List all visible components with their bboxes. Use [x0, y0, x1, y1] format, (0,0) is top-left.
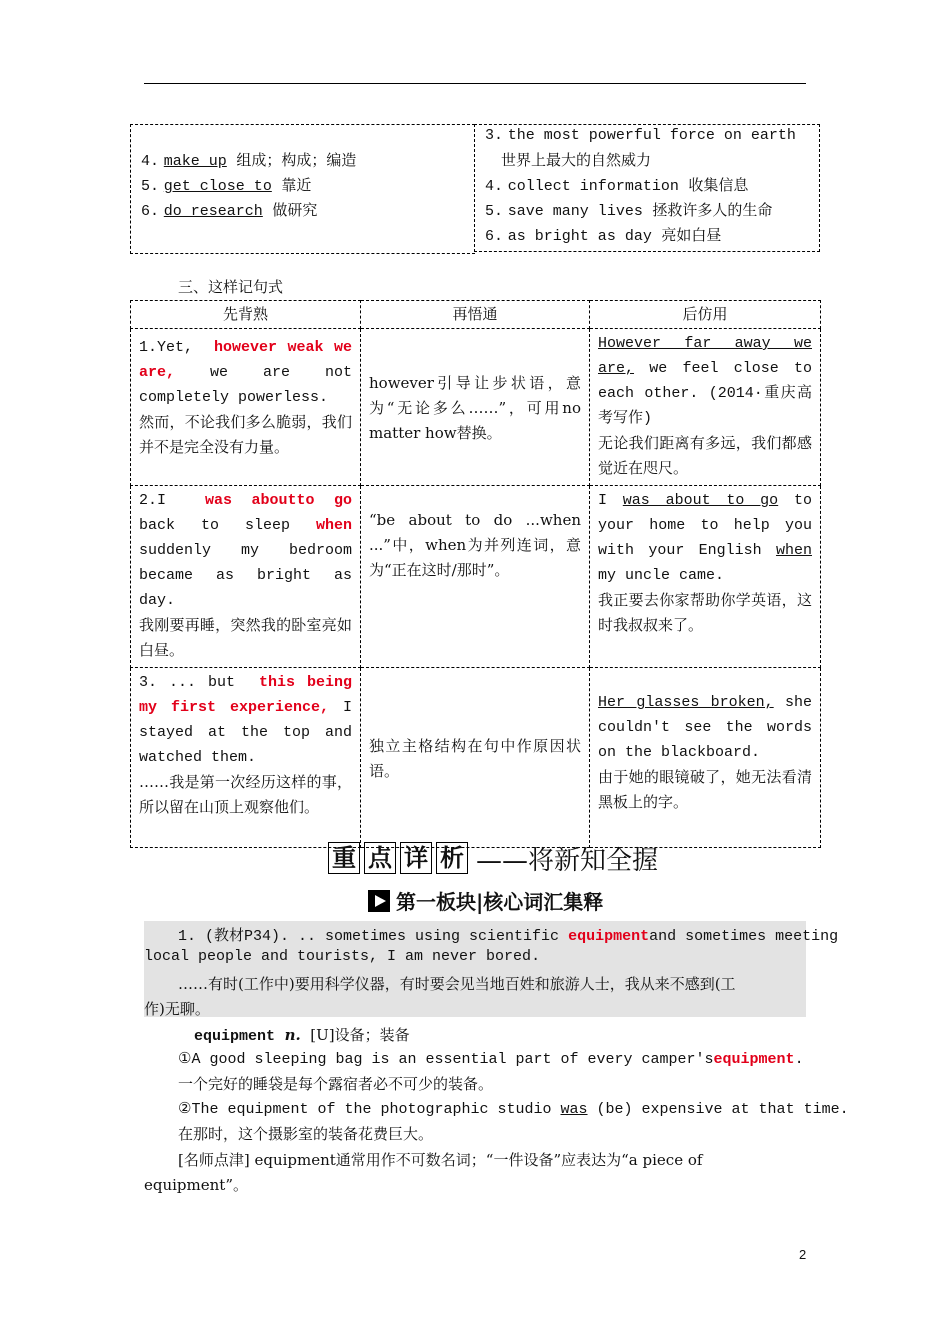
sentence-part: 2.I: [139, 492, 167, 509]
sentence-zh: ……我是第一次经历这样的事，所以留在山顶上观察他们。: [139, 773, 352, 816]
sentence-en: [598, 331, 812, 431]
sub-title: [368, 886, 603, 915]
table-cell: [361, 668, 590, 848]
sentence-part: 3. ... but: [139, 674, 235, 691]
example-2-zh: 在那时，这个摄影室的装备花费巨大。: [178, 1125, 434, 1143]
phrase-en: the most powerful force on earth: [507, 127, 796, 144]
sentence-zh: 我刚要再睡，突然我的卧室亮如白昼。: [139, 616, 352, 659]
boxed-char: 点: [364, 842, 396, 874]
sentence-zh: 由于她的眼镜破了，她无法看清黑板上的字。: [598, 768, 812, 811]
sentence-table: [130, 300, 821, 848]
phrase-item: [141, 174, 311, 195]
text-part: 1. (教材P34). .. sometimes using scientific: [178, 928, 569, 945]
sentence-underline: However far away we are,: [598, 335, 812, 377]
sentence-part: my uncle came.: [598, 567, 725, 584]
phrase-item: [485, 125, 796, 144]
boxed-char: 详: [400, 842, 432, 874]
phrase-num: 4.: [141, 153, 160, 170]
table-header: 先背熟: [131, 301, 361, 329]
source-zh-line-2: 作)无聊。: [144, 1000, 210, 1018]
sentence-en: [139, 670, 352, 770]
page-number: 2: [799, 1247, 807, 1262]
text-part: and sometimes meeting: [649, 928, 839, 945]
phrase-en: save many lives: [507, 203, 643, 220]
phrase-zh: 亮如白昼: [661, 226, 722, 244]
phrase-en: do research: [163, 203, 263, 220]
table-row: [131, 329, 821, 486]
sentence-en: [139, 335, 352, 410]
definition: [U]设备；装备: [310, 1026, 410, 1044]
phrase-zh: 收集信息: [688, 176, 749, 194]
text-part: .: [794, 1051, 804, 1068]
source-line-2: local people and tourists, I am never bored.: [144, 948, 541, 965]
text-part: ②The equipment of the photographic studio: [178, 1101, 561, 1118]
phrase-zh: 组成；构成；编造: [236, 151, 357, 169]
sentence-zh: 我正要去你家帮助你学英语，这时我叔叔来了。: [598, 591, 812, 634]
table-cell: [361, 329, 590, 486]
sentence-underline: was about to go: [622, 492, 779, 509]
phrase-num: 4.: [485, 178, 504, 195]
phrase-box: [130, 124, 820, 252]
teacher-note-1: [名师点津] equipment通常用作不可数名词；“一件设备”应表达为“a piece of: [178, 1151, 703, 1169]
answer-underline: was: [560, 1101, 588, 1118]
text-part: (be) expensive at that time.: [587, 1101, 849, 1118]
section-title: [328, 840, 658, 876]
text-part: ①A good sleeping bag is an essential part of every camper's: [178, 1051, 714, 1068]
phrase-num: 6.: [141, 203, 160, 220]
sentence-part: 1.Yet,: [139, 339, 194, 356]
phrase-item: [485, 224, 721, 245]
table-cell: [361, 486, 590, 668]
teacher-note-2: equipment”。: [144, 1176, 248, 1194]
table-cell: [590, 668, 821, 848]
table-cell: [131, 668, 361, 848]
table-header: 后仿用: [590, 301, 821, 329]
part-of-speech: n.: [284, 1026, 301, 1044]
sentence-underline: Her glasses broken,: [598, 694, 774, 711]
phrase-box-left: [130, 124, 475, 254]
header-rule: [144, 83, 806, 84]
headword-line: [194, 1024, 410, 1045]
keyword-highlight: equipment: [713, 1051, 795, 1068]
sentence-en: [598, 488, 812, 588]
sentence-part: I: [598, 492, 623, 509]
sentence-highlight: when: [315, 517, 352, 534]
phrase-zh: 做研究: [272, 201, 318, 219]
table-cell: [131, 329, 361, 486]
table-header-row: [131, 301, 821, 329]
sentence-en: [598, 690, 812, 765]
table-cell: [590, 329, 821, 486]
section-title-text: ——将新知全握: [476, 845, 659, 876]
example-2: [178, 1099, 849, 1118]
table-row: [131, 486, 821, 668]
sentence-underline: when: [775, 542, 812, 559]
phrase-en: collect information: [507, 178, 679, 195]
play-triangle-icon: [368, 890, 390, 912]
keyword-highlight: equipment: [568, 928, 650, 945]
phrase-item: [141, 149, 356, 170]
table-cell: [590, 486, 821, 668]
phrase-num: 3.: [485, 127, 504, 144]
sentence-highlight: was aboutto go: [205, 492, 352, 509]
phrase-num: 5.: [141, 178, 160, 195]
sentence-part: I stayed at the top and watched them.: [139, 699, 352, 766]
phrase-en: make up: [163, 153, 227, 170]
example-1: [178, 1049, 804, 1068]
sentence-part: to your home to help you with your English: [598, 492, 812, 559]
sentence-en: [139, 488, 352, 613]
sentence-part: we are not completely powerless.: [139, 364, 352, 406]
phrase-item: [485, 199, 772, 220]
sentence-highlight: this being my first experience,: [139, 674, 352, 716]
boxed-char: 重: [328, 842, 360, 874]
phrase-zh: 靠近: [281, 176, 312, 194]
phrase-zh-line: [501, 149, 651, 170]
headword: equipment: [194, 1028, 276, 1045]
sentence-part: back to sleep: [139, 517, 290, 534]
table-cell: [131, 486, 361, 668]
phrase-num: 6.: [485, 228, 504, 245]
phrase-en: as bright as day: [507, 228, 652, 245]
source-line-1: [178, 924, 838, 945]
phrase-zh: 拯救许多人的生命: [652, 201, 773, 219]
sentence-zh: 无论我们距离有多远，我们都感觉近在咫尺。: [598, 434, 812, 477]
explanation: 独立主格结构在句中作原因状语。: [369, 736, 581, 780]
explanation: “be about to do ...when ...”中，when为并列连词，意为“正在这时/那时”。: [369, 511, 581, 579]
source-zh-line-1: ……有时(工作中)要用科学仪器，有时要会见当地百姓和旅游人士，我从来不感到(工: [178, 975, 736, 993]
phrase-item: [141, 199, 317, 220]
phrase-item: [485, 174, 748, 195]
boxed-char: 析: [436, 842, 468, 874]
phrase-num: 5.: [485, 203, 504, 220]
phrase-en: get close to: [163, 178, 272, 195]
phrase-zh: 世界上最大的自然威力: [501, 151, 652, 169]
sentence-highlight: however weak we are,: [139, 339, 352, 381]
sentence-zh: 然而，不论我们多么脆弱，我们并不是完全没有力量。: [139, 413, 352, 456]
sentence-part: we feel close to each other. (2014·重庆高考写作): [598, 360, 812, 427]
table-row: [131, 668, 821, 848]
sentence-part: she couldn't see the words on the blackboard.: [598, 694, 812, 761]
example-1-zh: 一个完好的睡袋是每个露宿者必不可少的装备。: [178, 1075, 494, 1093]
sentence-part: suddenly my bedroom became as bright as day.: [139, 542, 352, 609]
phrase-box-right: [474, 124, 820, 252]
section3-heading: 三、这样记句式: [178, 278, 284, 296]
explanation: however引导让步状语，意为“无论多么……”，可用no matter how替换。: [369, 373, 581, 442]
sub-title-text: 第一板块|核心词汇集释: [396, 890, 604, 914]
table-header: 再悟通: [361, 301, 590, 329]
